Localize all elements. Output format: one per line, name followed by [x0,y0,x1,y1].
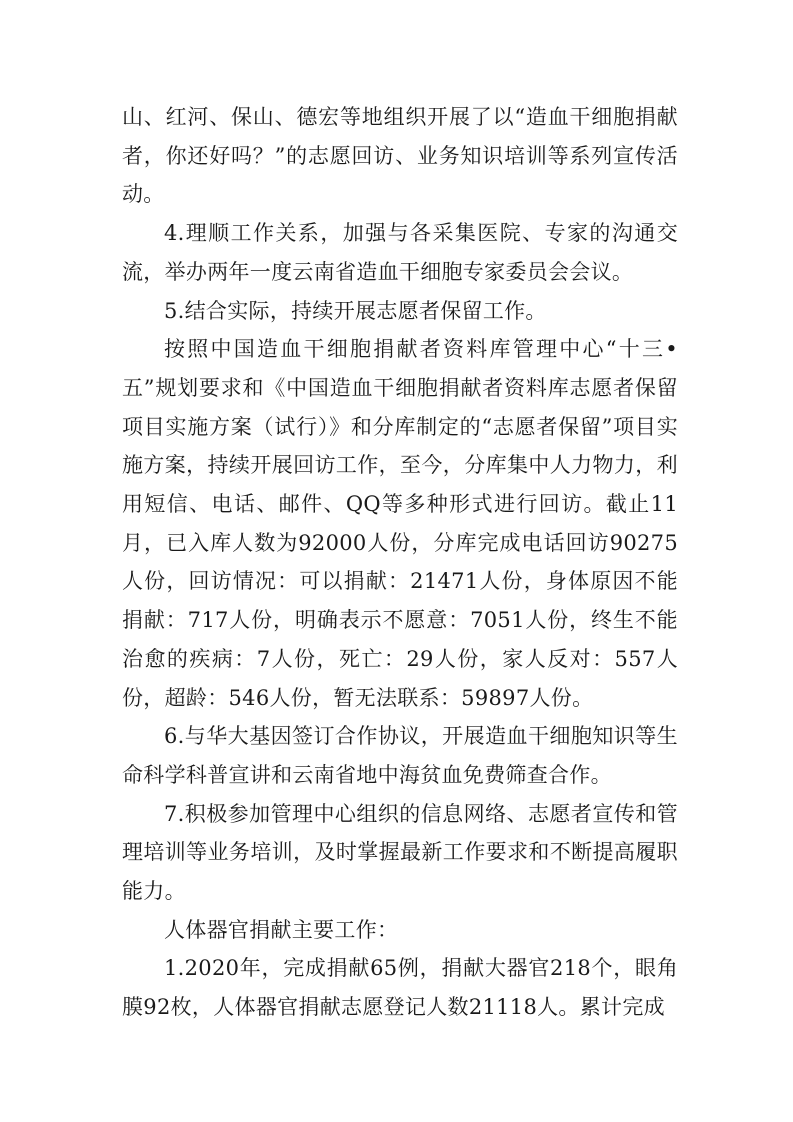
section-heading-organ-donation: 人体器官捐献主要工作： [164,917,399,942]
paragraph-item-4: 4.理顺工作关系，加强与各采集医院、专家的沟通交流，举办两年一度云南省造血干细胞专家委员会会议。 [122,221,678,284]
paragraph-volunteer-visits: 山、红河、保山、德宏等地组织开展了以“造血干细胞捐献者，你还好吗？”的志愿回访、业务知识培训等系列宣传活动。 [122,105,678,207]
paragraph-item-6: 6.与华大基因签订合作协议，开展造血干细胞知识等生命科学科普宣讲和云南省地中海贫血免费筛查合作。 [122,724,678,787]
paragraph-retention-statistics: 按照中国造血干细胞捐献者资料库管理中心“十三•五”规划要求和《中国造血干细胞捐献者资料库志愿者保留项目实施方案（试行）》和分库制定的“志愿者保留”项目实施方案，持续开展回访工作，至今，分库集中人力物力，利用短信、电话、邮件、QQ等多种形式进行回访。截止11月，已入库人数为92000人份，分库完成电话回访90275人份，回访情况：可以捐献：21471人份，身体原因不能捐献：717人份，明确表示不愿意：7051人份，终生不能治愈的疾病：7人份，死亡：29人份，家人反对：557人份，超龄：546人份，暂无法联系：59897人份。 [122,337,678,710]
paragraph-item-5: 5.结合实际，持续开展志愿者保留工作。 [164,298,547,323]
paragraph-item-7: 7.积极参加管理中心组织的信息网络、志愿者宣传和管理培训等业务培训，及时掌握最新工作要求和不断提高履职能力。 [122,801,678,904]
document-body [122,98,678,1027]
paragraph-organ-item-1: 1.2020年，完成捐献65例，捐献大器官218个，眼角膜92枚，人体器官捐献志愿登记人数21118人。累计完成 [122,956,678,1020]
